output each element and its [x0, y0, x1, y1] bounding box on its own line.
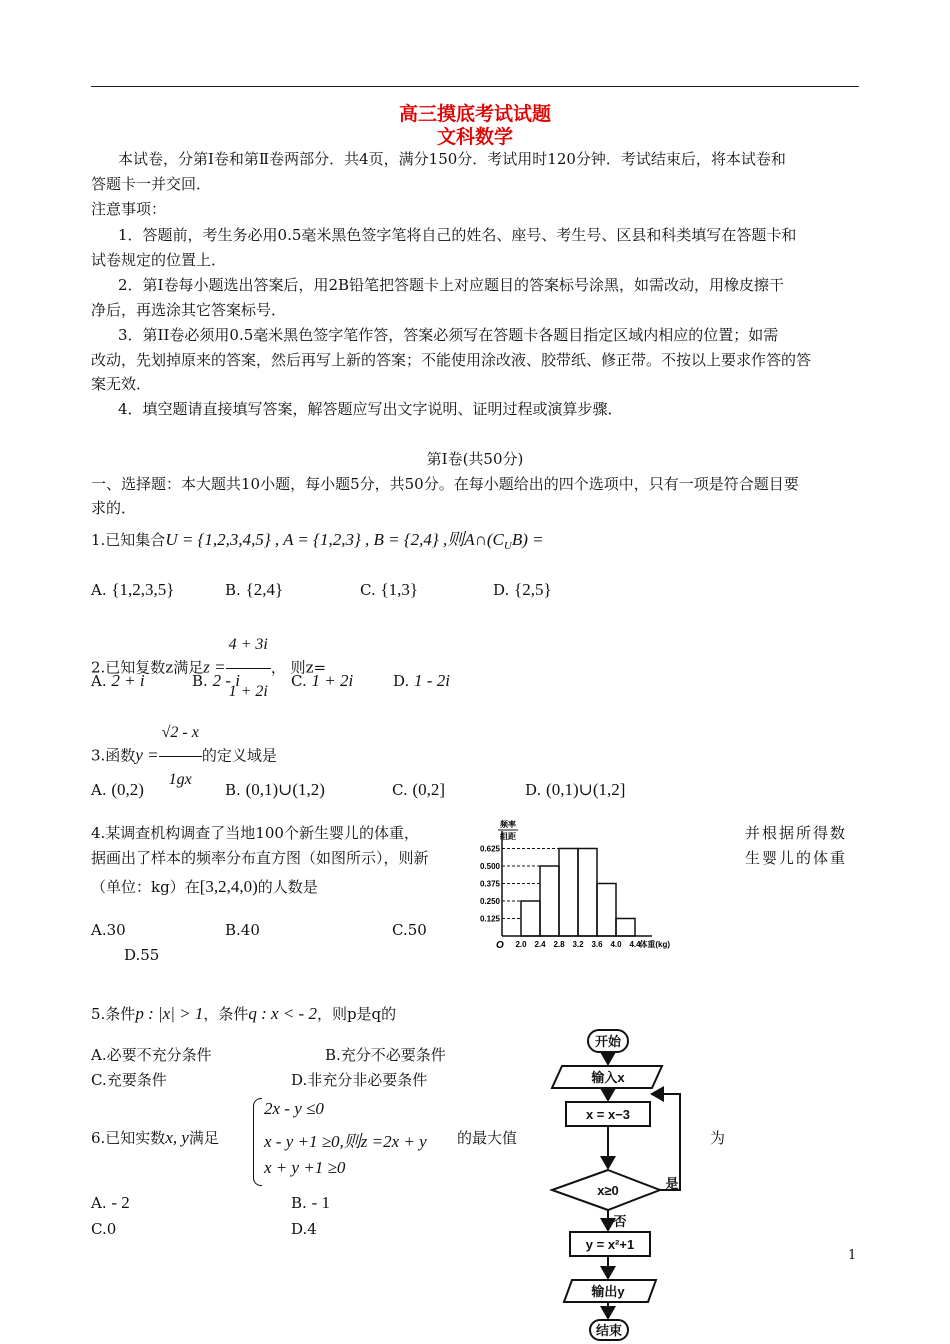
y-tick-label: 0.250 — [479, 897, 500, 906]
q1-stem: 1.已知集合 — [91, 531, 166, 549]
q5-option-a: A.必要不充分条件 — [91, 1046, 212, 1064]
q6-tail-1: 的最大值 — [457, 1129, 518, 1147]
x-tick-label: 3.2 — [572, 940, 584, 949]
y-axis-label-bottom: 组距 — [500, 832, 516, 841]
q3-lhs: y = — [135, 745, 159, 765]
header-rule — [91, 86, 859, 87]
q1-option-a: A. {1,2,3,5} — [91, 580, 175, 599]
x-tick-label: 2.4 — [534, 940, 546, 949]
q2-lhs: z = — [203, 657, 226, 677]
q4-line-3: （单位：kg）在[3,2,4,0)的人数是 — [91, 877, 318, 896]
q6-option-b: B. - 1 — [291, 1193, 330, 1212]
q5-option-d: D.非充分非必要条件 — [291, 1071, 428, 1089]
q4-line-1b: 并根据所得数 — [745, 824, 848, 842]
y-tick-label: 0.125 — [479, 914, 500, 924]
section-desc-2: 求的． — [91, 499, 137, 517]
q2-option-a: A. 2 + i — [91, 671, 145, 690]
q6-option-c: C.0 — [91, 1220, 117, 1238]
y-tick-label: 0.375 — [479, 879, 500, 889]
histogram-bar — [540, 866, 559, 936]
notice-4: 4．填空题请直接填写答案，解答题应写出文字说明、证明过程或演算步骤． — [118, 400, 623, 418]
q2-stem: 2.已知复数z满足 — [91, 658, 204, 677]
flow-input-label: 输入x — [591, 1070, 625, 1085]
flow-no-label: 否 — [613, 1214, 627, 1229]
histogram-bar — [521, 901, 540, 936]
x-tick-label: 3.6 — [591, 940, 603, 949]
q4-option-d: D.55 — [124, 946, 160, 964]
page-number: 1 — [848, 1248, 857, 1263]
q6-constraint-1: 2x - y ≤0 — [264, 1099, 324, 1118]
q1-option-d: D. {2,5} — [493, 580, 552, 599]
exam-subtitle: 文科数学 — [436, 126, 513, 148]
q4-line-2b: 生婴儿的体重 — [745, 849, 848, 867]
intro-line-2: 答题卡一并交回． — [91, 175, 212, 193]
q3-fraction: $\frac{√2 - x}{1gx}$ — [159, 710, 202, 803]
q1-expr: U = {1,2,3,4,5} , A = {1,2,3} , B = {2,4} ,则A∩(C — [165, 530, 504, 549]
flow-yes-label: 是 — [665, 1176, 679, 1191]
q6-brace — [253, 1098, 262, 1186]
notice-3b: 改动，先划掉原来的答案，然后再写上新的答案；不能使用涂改液、胶带纸、修正带。不按以上要求作答的答 — [91, 351, 812, 369]
notice-2b: 净后，再选涂其它答案标号． — [91, 301, 287, 319]
y-tick-label: 0.625 — [479, 844, 500, 854]
q3-tail: 的定义域是 — [201, 746, 277, 765]
histogram-bar — [597, 884, 616, 937]
q4-option-c: C.50 — [392, 921, 427, 939]
q6-tail-2: 为 — [710, 1129, 726, 1147]
histogram-bar — [559, 849, 578, 937]
flow-end-label: 结束 — [595, 1323, 623, 1338]
flowchart — [540, 1022, 710, 1344]
flow-compute-label: y = x²+1 — [585, 1237, 635, 1252]
q6-constraint-3: x + y +1 ≥0 — [264, 1158, 346, 1177]
origin-label: O — [496, 940, 504, 951]
question-1 — [91, 528, 544, 558]
q4-option-b: B.40 — [225, 921, 260, 939]
q3-option-a: A. (0,2) — [91, 780, 144, 799]
q3-option-c: C. (0,2] — [392, 780, 446, 799]
q2-fraction: $\frac{4 + 3i}{1 + 2i}$ — [226, 622, 271, 715]
q2-option-d: D. 1 - 2i — [393, 671, 450, 690]
histogram-bar — [578, 849, 597, 937]
section-desc-1: 一、选择题：本大题共10小题，每小题5分，共50分。在每小题给出的四个选项中，只有一项是符合题目要 — [91, 475, 799, 493]
q3-option-d: D. (0,1)∪(1,2] — [525, 780, 626, 799]
notice-3c: 案无效． — [91, 375, 152, 393]
notice-2a: 2．第Ⅰ卷每小题选出答案后，用2B铅笔把答题卡上对应题目的答案标号涂黑，如需改动，用橡皮擦干 — [118, 276, 785, 294]
intro-line-1: 本试卷，分第Ⅰ卷和第Ⅱ卷两部分．共4页，满分150分．考试用时120分钟．考试结束后，将本试卷和 — [118, 150, 786, 168]
q1-option-c: C. {1,3} — [360, 580, 419, 599]
q5-option-b: B.充分不必要条件 — [325, 1046, 446, 1064]
y-tick-label: 0.500 — [479, 862, 500, 871]
histogram — [478, 816, 728, 956]
notice-1b: 试卷规定的位置上． — [91, 251, 227, 269]
flow-output-label: 输出y — [591, 1284, 625, 1299]
x-tick-label: 4.0 — [610, 940, 622, 949]
notice-heading: 注意事项： — [91, 200, 167, 218]
q4-line-2a: 据画出了样本的频率分布直方图（如图所示），则新 — [91, 849, 429, 867]
q1-expr-end: B) = — [511, 530, 544, 549]
q6-option-a: A. - 2 — [91, 1193, 130, 1212]
question-2 — [91, 622, 326, 715]
q1-sub: U — [503, 540, 512, 552]
question-6: 6.已知实数x, y满足 — [91, 1128, 219, 1147]
x-tick-label: 2.8 — [553, 940, 565, 949]
q3-stem: 3.函数 — [91, 746, 136, 765]
flow-cond-label: x≥0 — [597, 1183, 619, 1198]
flow-start-label: 开始 — [594, 1034, 622, 1049]
flow-step-label: x = x−3 — [585, 1107, 631, 1122]
x-tick-label: 4.4 — [629, 940, 641, 949]
q2-tail: ， 则z= — [270, 658, 327, 677]
q2-option-b: B. 2 - i — [192, 671, 240, 690]
q2-option-c: C. 1 + 2i — [291, 671, 354, 690]
q4-line-1a: 4.某调查机构调查了当地100个新生婴儿的体重， — [91, 824, 419, 842]
q3-option-b: B. (0,1)∪(1,2) — [225, 780, 325, 799]
q6-constraint-2: x - y +1 ≥0,则z =2x + y — [264, 1132, 427, 1151]
notice-3a: 3．第II卷必须用0.5毫米黑色签字笔作答，答案必须写在答题卡各题目指定区域内相应的位置；如需 — [118, 326, 779, 344]
histogram-svg — [478, 816, 728, 956]
question-5: 5.条件p : |x| > 1，条件q : x < - 2，则p是q的 — [91, 1004, 397, 1023]
section-title: 第Ⅰ卷(共50分) — [426, 450, 524, 468]
histogram-bar — [616, 919, 635, 937]
x-axis-label: 体重(kg) — [639, 940, 671, 949]
exam-title: 高三摸底考试试题 — [398, 103, 551, 125]
y-axis-label-top: 频率 — [500, 820, 516, 829]
q6-option-d: D.4 — [291, 1220, 317, 1238]
q1-option-b: B. {2,4} — [225, 580, 284, 599]
q5-option-c: C.充要条件 — [91, 1071, 167, 1089]
notice-1a: 1．答题前，考生务必用0.5毫米黑色签字笔将自己的姓名、座号、考生号、区县和科类填写在答题卡和 — [118, 226, 797, 244]
x-tick-label: 2.0 — [515, 940, 527, 949]
q4-option-a: A.30 — [91, 921, 126, 939]
